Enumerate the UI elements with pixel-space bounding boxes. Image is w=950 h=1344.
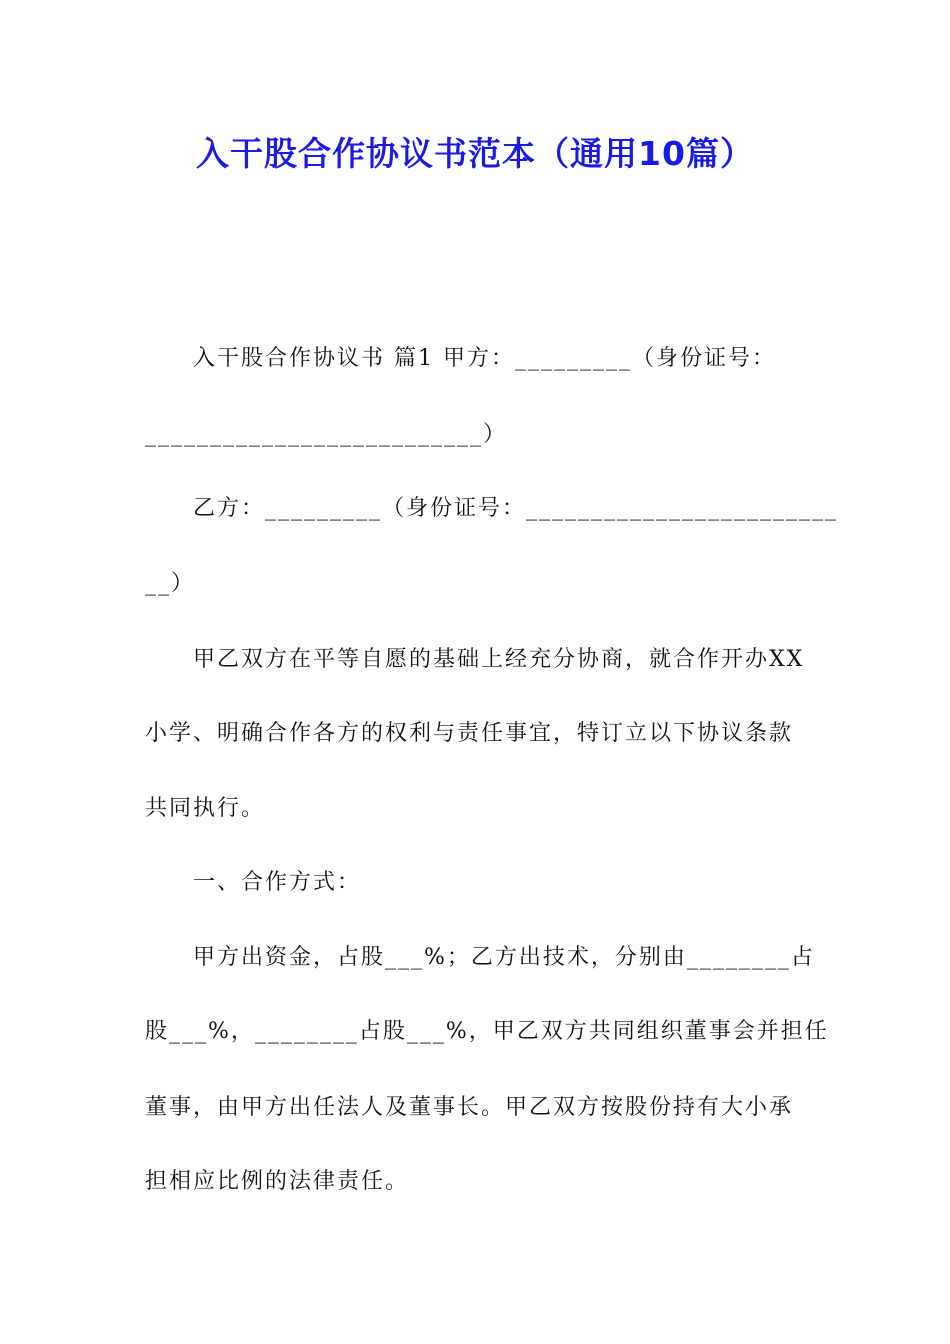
section-heading-cooperation: 一、合作方式： bbox=[193, 870, 362, 895]
paragraph-line: 共同执行。 bbox=[145, 796, 266, 821]
paragraph-line: 董事，由甲方出任法人及董事长。甲乙双方按股份持有大小承 bbox=[145, 1095, 794, 1120]
paragraph-line: 股___%，________占股___%，甲乙双方共同组织董事会并担任 bbox=[145, 1019, 829, 1044]
paragraph-line: 担相应比例的法律责任。 bbox=[145, 1169, 410, 1194]
paragraph-line-investment: 甲方出资金，占股___%；乙方出技术，分别由________占 bbox=[193, 945, 815, 970]
paragraph-line: 小学、明确合作各方的权利与责任事宜，特订立以下协议条款 bbox=[145, 721, 794, 746]
paragraph-line-intro: 甲乙双方在平等自愿的基础上经充分协商，就合作开办XX bbox=[193, 647, 805, 672]
paragraph-line: __________________________） bbox=[145, 422, 508, 447]
paragraph-line-party-b: 乙方：_________（身份证号：________________________ bbox=[193, 496, 839, 521]
document-title: 入干股合作协议书范本（通用10篇） bbox=[196, 134, 754, 173]
paragraph-line: __） bbox=[145, 571, 196, 596]
paragraph-line-header: 入干股合作协议书 篇1 甲方：_________（身份证号： bbox=[193, 346, 776, 371]
